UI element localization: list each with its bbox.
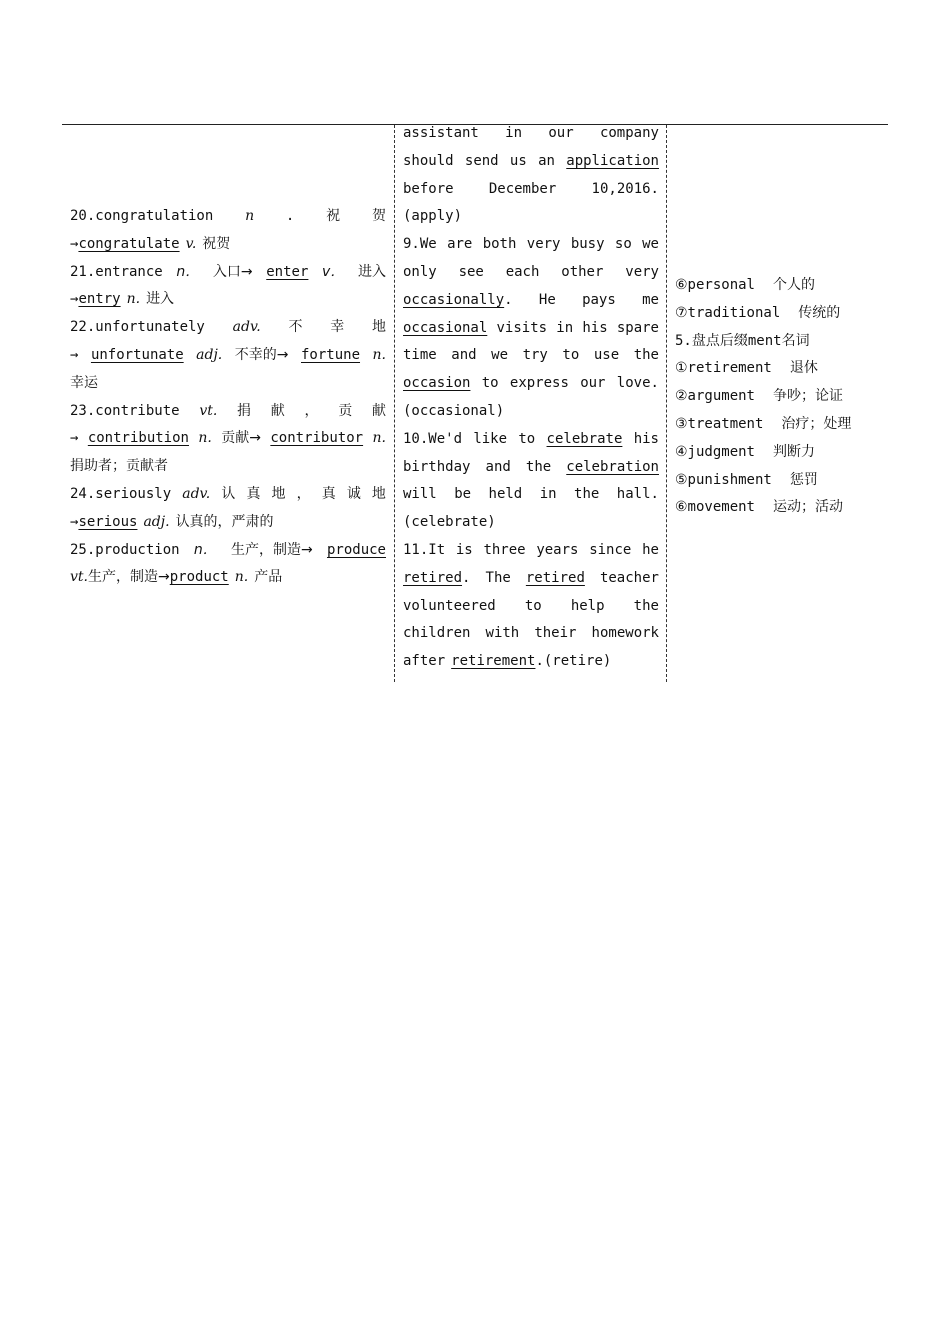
- text-line: [675, 467, 885, 495]
- text-line: [403, 287, 659, 315]
- text-line: [70, 370, 386, 398]
- translation: 判断力: [772, 443, 815, 460]
- translation: 认真的，严肃的: [175, 513, 274, 530]
- word: 24.seriously: [70, 485, 172, 502]
- word: after: [403, 653, 446, 670]
- translation: 真: [321, 485, 336, 502]
- text-line: [403, 648, 659, 676]
- word: our: [580, 375, 606, 392]
- text-line: [70, 286, 386, 314]
- word: pays: [582, 291, 616, 308]
- column-divider: [394, 125, 395, 682]
- word: try: [522, 347, 548, 364]
- word: ⑤punishment: [675, 471, 772, 488]
- part-of-speech: n.: [372, 346, 386, 363]
- word: so: [614, 236, 632, 253]
- word: hall.: [616, 486, 659, 503]
- word: are: [447, 236, 473, 253]
- text-line: [403, 203, 659, 231]
- translation: 不幸的→: [234, 346, 289, 363]
- translation: 惩罚: [789, 471, 818, 488]
- word: we: [491, 347, 508, 364]
- word: visits: [496, 319, 548, 336]
- word: .: [462, 569, 471, 586]
- translation: 献: [371, 402, 386, 419]
- word: and: [451, 347, 477, 364]
- word: their: [534, 625, 577, 642]
- word: ⑥personal: [675, 277, 755, 293]
- word: time: [403, 347, 437, 364]
- word: in: [505, 125, 523, 141]
- translation: 贡献→: [221, 430, 261, 447]
- word: ⑥movement: [675, 499, 755, 516]
- text-line: [675, 494, 885, 522]
- word: birthday: [403, 458, 471, 475]
- arrow-icon: →: [70, 430, 79, 447]
- translation: ，: [296, 485, 311, 502]
- text-line: [70, 231, 386, 259]
- word: volunteered: [403, 597, 496, 614]
- word: ④judgment: [675, 443, 755, 460]
- word: help: [570, 597, 605, 614]
- translation: 退休: [789, 360, 818, 377]
- answer-blank: occasion: [403, 375, 471, 392]
- word: to: [481, 375, 499, 392]
- arrow-icon: →: [70, 235, 79, 252]
- text-line: [403, 120, 659, 148]
- arrow-icon: →: [70, 291, 79, 308]
- word: ⑦traditional: [675, 304, 781, 321]
- part-of-speech: vt.: [70, 569, 88, 586]
- translation: 不: [288, 319, 303, 336]
- word: 20.congratulation: [70, 208, 214, 224]
- part-of-speech: adj.: [143, 513, 170, 530]
- word: .: [285, 208, 295, 224]
- part-of-speech: n.: [234, 569, 249, 586]
- translation: 幸运: [70, 374, 98, 391]
- word: with: [485, 625, 520, 642]
- text-line: [403, 398, 659, 426]
- answer-blank: contribution: [87, 430, 189, 447]
- translation: 诚: [346, 485, 361, 502]
- word: the: [633, 347, 659, 364]
- text-line: [403, 481, 659, 509]
- part-of-speech: n.: [372, 430, 386, 447]
- word: before: [403, 180, 454, 197]
- text-line: [70, 314, 386, 342]
- text-line: [675, 300, 885, 328]
- answer-blank: entry: [78, 291, 121, 308]
- word: and: [485, 458, 511, 475]
- word: held: [488, 486, 523, 503]
- text-line: [403, 565, 659, 593]
- translation: 产品: [254, 569, 283, 586]
- answer-blank: celebration: [566, 458, 659, 475]
- word: we: [642, 236, 659, 253]
- arrow-icon: →: [70, 346, 79, 363]
- word: very: [625, 263, 659, 280]
- translation: 进入: [357, 263, 386, 280]
- text-line: [675, 383, 885, 411]
- answer-blank: enter: [266, 263, 309, 280]
- word: love.: [616, 375, 659, 392]
- word: to: [524, 597, 542, 614]
- text-line: [403, 537, 659, 565]
- part-of-speech: v．: [322, 263, 345, 280]
- word: us: [509, 152, 527, 169]
- answer-blank: product: [169, 569, 229, 586]
- sentence-exercises-column: [403, 120, 659, 676]
- translation: 治疗；处理: [781, 415, 852, 432]
- word: He: [538, 291, 556, 308]
- suffix-review-column: [675, 272, 885, 522]
- heading-text: 5.盘点后缀ment名词: [675, 332, 810, 349]
- part-of-speech: n．: [176, 263, 200, 280]
- word: December: [488, 180, 557, 197]
- text-line: [70, 537, 386, 565]
- text-line: [70, 453, 386, 481]
- word: company: [599, 125, 659, 141]
- translation: 地: [271, 485, 286, 502]
- answer-blank: application: [566, 152, 659, 169]
- word: see: [458, 263, 484, 280]
- word: the: [525, 458, 552, 475]
- hint: (occasional): [403, 402, 505, 419]
- translation: 捐助者；贡献者: [70, 458, 168, 475]
- word: be: [454, 486, 472, 503]
- translation: 捐: [237, 402, 252, 419]
- part-of-speech: n: [245, 208, 255, 224]
- word: me: [642, 291, 659, 308]
- answer-blank: produce: [326, 541, 386, 558]
- translation: 认: [221, 485, 236, 502]
- text-line: [403, 176, 659, 204]
- part-of-speech: adv.: [182, 485, 211, 502]
- answer-blank: retirement: [451, 653, 536, 670]
- text-line: [70, 342, 386, 370]
- text-line: [403, 620, 659, 648]
- arrow-icon: →: [70, 513, 79, 530]
- text-line: [403, 259, 659, 287]
- word: his: [582, 319, 608, 336]
- word: The: [485, 569, 511, 586]
- word: years: [536, 541, 579, 558]
- word: the: [633, 597, 659, 614]
- text-line: [403, 509, 659, 537]
- word: spare: [616, 319, 659, 336]
- word: he: [642, 541, 659, 558]
- word: 25.production: [70, 541, 180, 558]
- answer-blank: fortune: [301, 346, 361, 363]
- word: will: [403, 486, 437, 503]
- part-of-speech: n.: [198, 430, 212, 447]
- word: children: [403, 625, 471, 642]
- section-heading: [675, 328, 885, 356]
- hint: .(retire): [535, 653, 612, 670]
- word: 21.entrance: [70, 263, 163, 280]
- word: like: [473, 430, 508, 447]
- word: the: [574, 486, 600, 503]
- text-line: [70, 425, 386, 453]
- word: 23.contribute: [70, 402, 180, 419]
- translation: 地: [372, 319, 386, 336]
- word: since: [589, 541, 632, 558]
- translation: 真: [246, 485, 261, 502]
- translation: 贺: [371, 208, 386, 224]
- word: in: [539, 486, 557, 503]
- word: to: [562, 347, 580, 364]
- text-line: [403, 454, 659, 482]
- word: homework: [591, 625, 659, 642]
- translation: 进入: [146, 291, 175, 308]
- text-line: [403, 231, 659, 259]
- translation: 传统的: [798, 304, 841, 321]
- word: 9.We: [403, 236, 437, 253]
- answer-blank: celebrate: [546, 430, 623, 447]
- word: very: [526, 236, 561, 253]
- translation: 献: [270, 402, 285, 419]
- text-line: [403, 370, 659, 398]
- word: busy: [570, 236, 605, 253]
- answer-blank: unfortunate: [90, 346, 184, 363]
- word: each: [505, 263, 540, 280]
- translation: 幸: [330, 319, 345, 336]
- answer-blank: contributor: [270, 430, 364, 447]
- part-of-speech: adj.: [196, 346, 223, 363]
- text-line: [403, 593, 659, 621]
- part-of-speech: n.: [126, 291, 141, 308]
- translation: 入口→: [212, 263, 253, 280]
- word: 10,2016.: [591, 180, 659, 197]
- word: send: [464, 152, 499, 169]
- word: teacher: [599, 569, 659, 586]
- word: only: [403, 263, 437, 280]
- word: .: [504, 291, 513, 308]
- text-line: [403, 342, 659, 370]
- word: in: [556, 319, 574, 336]
- answer-blank: retired: [403, 569, 463, 586]
- word: our: [548, 125, 574, 141]
- word: assistant: [403, 125, 479, 141]
- text-line: [403, 148, 659, 176]
- text-line: [70, 398, 386, 426]
- column-divider: [666, 125, 667, 682]
- word: 22.unfortunately: [70, 319, 205, 336]
- translation: 地: [371, 485, 386, 502]
- answer-blank: occasional: [403, 319, 488, 336]
- text-line: [675, 355, 885, 383]
- translation: 生产，制造→: [88, 569, 170, 586]
- text-line: [675, 439, 885, 467]
- translation: ，: [304, 402, 319, 419]
- translation: 祝: [326, 208, 341, 224]
- word: 10.We'd: [403, 430, 463, 447]
- answer-blank: retired: [525, 569, 585, 586]
- translation: 生产，制造→: [230, 541, 313, 558]
- word: other: [561, 263, 604, 280]
- text-line: [403, 315, 659, 343]
- text-line: [70, 203, 386, 231]
- word: an: [538, 152, 555, 169]
- answer-blank: serious: [78, 513, 138, 530]
- text-line: [70, 509, 386, 537]
- translation: 运动；活动: [772, 499, 843, 516]
- word: ③treatment: [675, 415, 764, 432]
- word-forms-column: [70, 203, 386, 592]
- answer-blank: occasionally: [403, 291, 505, 308]
- text-line: [70, 259, 386, 287]
- text-line: [70, 481, 386, 509]
- word: use: [593, 347, 620, 364]
- word: both: [482, 236, 517, 253]
- word: to: [518, 430, 536, 447]
- word: should: [403, 152, 454, 169]
- word: 11.It: [403, 541, 446, 558]
- text-line: [70, 564, 386, 592]
- translation: 祝贺: [202, 235, 231, 252]
- part-of-speech: v.: [185, 235, 197, 252]
- hint: (apply): [403, 208, 463, 225]
- part-of-speech: n．: [193, 541, 217, 558]
- translation: 个人的: [772, 277, 815, 293]
- text-line: [675, 411, 885, 439]
- translation: 争吵；论证: [772, 388, 843, 405]
- hint: (celebrate): [403, 514, 496, 531]
- word: ②argument: [675, 388, 755, 405]
- translation: 贡: [338, 402, 353, 419]
- word: is: [455, 541, 473, 558]
- text-line: [675, 272, 885, 300]
- text-line: [403, 426, 659, 454]
- part-of-speech: vt.: [199, 402, 218, 419]
- word: his: [633, 430, 659, 447]
- word: express: [509, 375, 569, 392]
- answer-blank: congratulate: [78, 235, 180, 252]
- word: ①retirement: [675, 360, 772, 377]
- word: three: [483, 541, 526, 558]
- part-of-speech: adv.: [232, 319, 261, 336]
